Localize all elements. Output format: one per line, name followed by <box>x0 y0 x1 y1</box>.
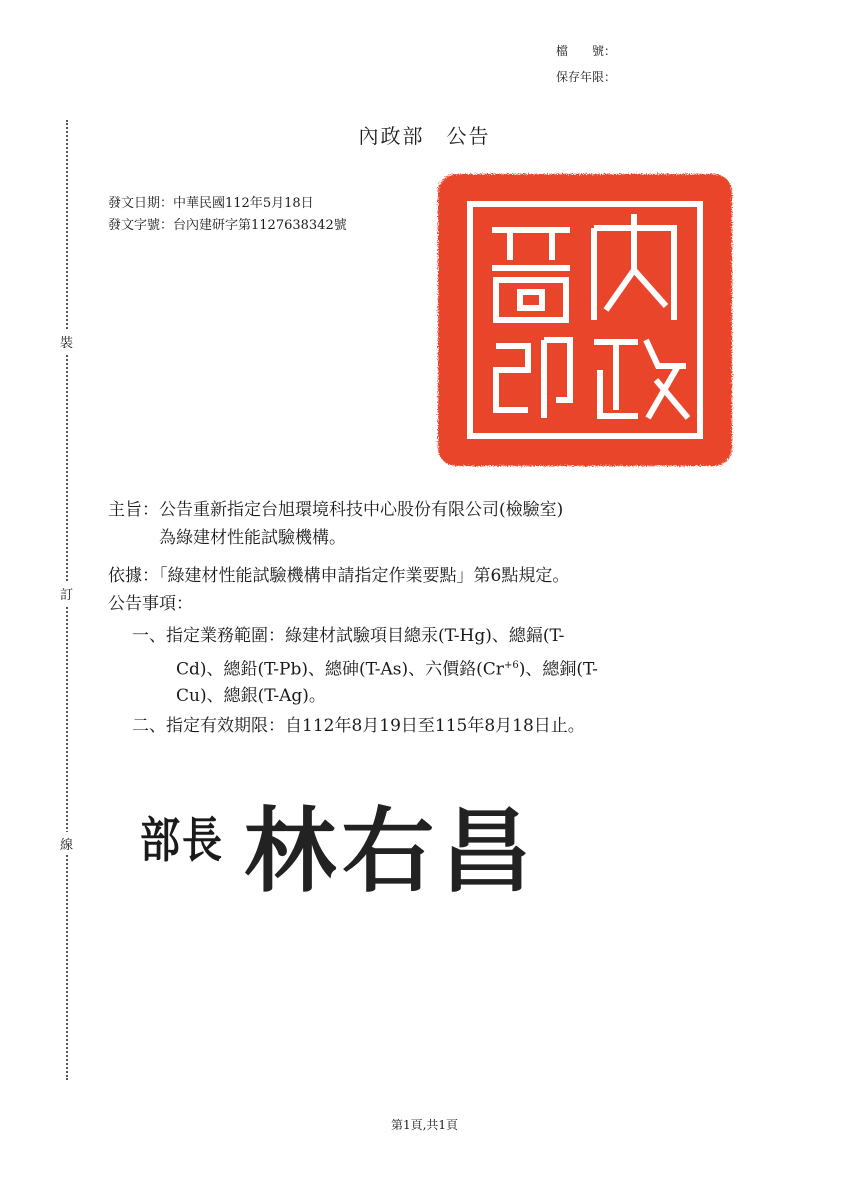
signature-title: 部長 <box>140 811 224 869</box>
official-seal <box>434 170 736 470</box>
subject-line-1: 主旨：公告重新指定台旭環境科技中心股份有限公司(檢驗室) <box>108 500 564 520</box>
item-1-line-3: Cu)、總銀(T-Ag)。 <box>176 686 326 706</box>
issue-date: 發文日期：中華民國112年5月18日 <box>108 196 314 211</box>
chromium-superscript: +6 <box>503 660 519 671</box>
binding-char-zhuang: 裝 <box>60 330 73 353</box>
retention-label: 保存年限： <box>556 70 617 84</box>
item-1-line-2-tail: )、總銅(T- <box>518 659 598 680</box>
reference-number: 發文字號：台內建研字第1127638342號 <box>108 218 347 233</box>
basis-line: 依據：「綠建材性能試驗機構申請指定作業要點」第6點規定。 <box>108 566 570 586</box>
subject-line-2: 為綠建材性能試驗機構。 <box>108 528 346 548</box>
page-footer: 第1頁,共1頁 <box>390 1118 459 1132</box>
signature-name: 林右昌 <box>244 797 539 905</box>
item-1-line-2-text: Cd)、總鉛(T-Pb)、總砷(T-As)、六價鉻(Cr <box>176 659 504 680</box>
binding-char-ding: 訂 <box>60 582 73 605</box>
document-title: 內政部 公告 <box>358 124 491 148</box>
item-2: 二、指定有效期限：自112年8月19日至115年8月18日止。 <box>132 716 585 736</box>
binding-char-xian: 線 <box>60 832 73 855</box>
item-1-line-1: 一、指定業務範圍：綠建材試驗項目總汞(T-Hg)、總鎘(T- <box>132 626 565 646</box>
item-1-line-2 <box>176 652 598 684</box>
notice-heading: 公告事項： <box>108 594 193 614</box>
file-number-label: 檔 號： <box>556 44 617 58</box>
